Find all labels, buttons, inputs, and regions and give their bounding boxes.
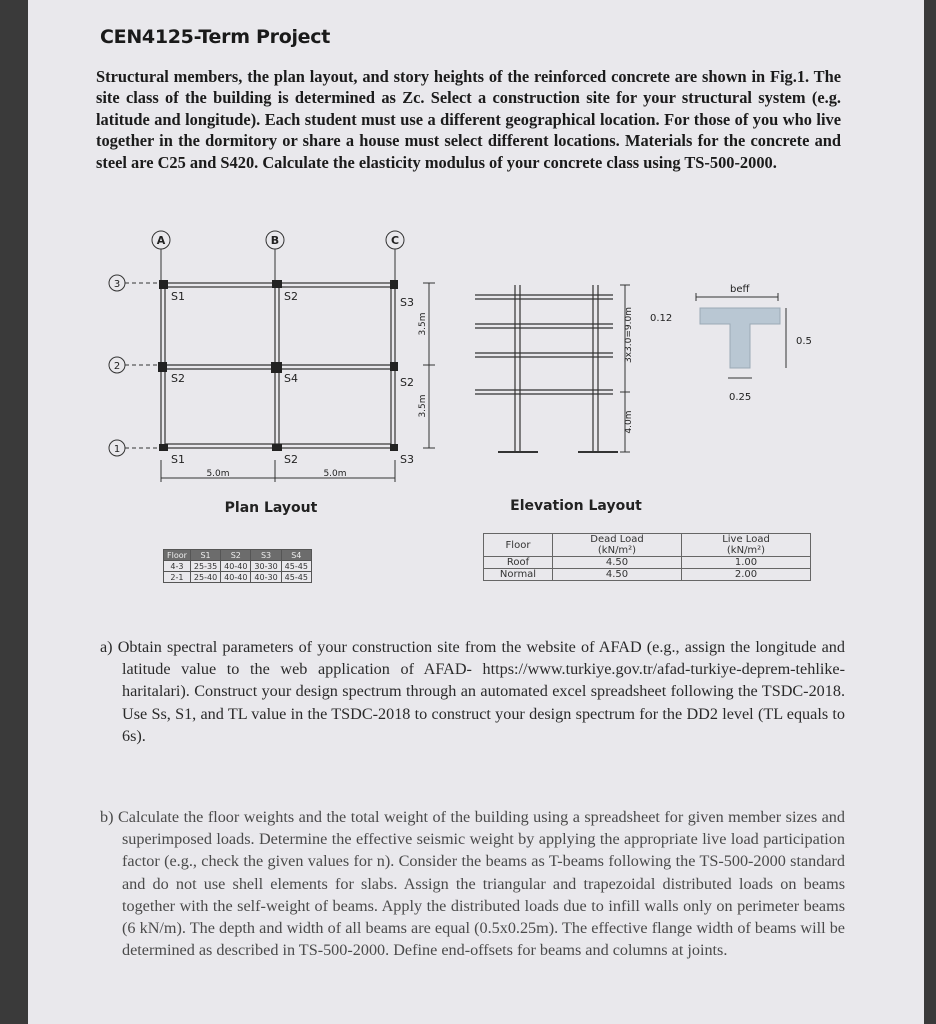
axis-label-2: 2 — [113, 361, 121, 372]
table-header-cell: S4 — [281, 550, 311, 561]
column-label: S2 — [171, 372, 185, 385]
table-header-cell: Live Load — [682, 534, 811, 546]
table-header-cell: Floor — [164, 550, 191, 561]
table-cell: 4.50 — [553, 569, 682, 581]
column-label: S1 — [171, 453, 185, 466]
tbeam-section — [650, 284, 812, 403]
question-a — [100, 636, 845, 747]
table-cell: 25-40 — [190, 572, 220, 583]
elevation-lower-dimension: 4.0m — [624, 410, 634, 434]
table-header-cell: S3 — [251, 550, 281, 561]
plan-caption: Plan Layout — [224, 500, 318, 516]
table-cell: 45-45 — [281, 561, 311, 572]
axis-label-b: B — [270, 234, 280, 247]
table-cell: 1.00 — [682, 557, 811, 569]
table-cell: Roof — [484, 557, 553, 569]
table-row — [164, 572, 312, 583]
elevation-upper-dimension: 3x3.0=9.0m — [624, 307, 634, 363]
document-page — [28, 0, 924, 1024]
span-label-y2: 3.5m — [418, 394, 428, 418]
table-cell: Normal — [484, 569, 553, 581]
table-header-cell: S1 — [190, 550, 220, 561]
axis-label-3: 3 — [113, 279, 121, 290]
plan-dimension-lines — [161, 283, 435, 482]
table-cell: 2-1 — [164, 572, 191, 583]
table-header-cell: (kN/m²) — [553, 545, 682, 557]
table-cell: 40-40 — [221, 572, 251, 583]
plan-layout-drawing — [109, 231, 435, 482]
elevation-drawing — [475, 285, 630, 452]
axis-label-a: A — [156, 234, 166, 247]
table-cell: 45-45 — [281, 572, 311, 583]
table-cell: 2.00 — [682, 569, 811, 581]
span-label-y1: 3.5m — [418, 312, 428, 336]
table-header-cell: S2 — [221, 550, 251, 561]
column-label: S1 — [171, 290, 185, 303]
figure-1 — [28, 220, 924, 530]
document-title: CEN4125-Term Project — [100, 26, 330, 48]
column-label: S2 — [400, 376, 414, 389]
axis-label-1: 1 — [113, 444, 121, 455]
table-header-cell: Dead Load — [553, 534, 682, 546]
table-cell: 40-30 — [251, 572, 281, 583]
table-header-cell: Floor — [484, 534, 553, 557]
table-cell: 40-40 — [221, 561, 251, 572]
elevation-labels — [510, 307, 642, 514]
tbeam-beff-label: beff — [730, 284, 750, 295]
table-row — [484, 557, 811, 569]
column-label: S2 — [284, 453, 298, 466]
table-header-row — [484, 534, 811, 546]
intro-paragraph: Structural members, the plan layout, and story heights of the reinforced concrete are shown in Fig.1. The site class of the building is determined as Zc. Select a construction site for your structural system (e.g. latitude and longitude). Each student must use a different geographical location. For those of you who live together in the dormitory or share a house must select different locations. Materials for the concrete and steel are C25 and S420. Calculate the elasticity modulus of your concrete class using TS-500-2000. — [96, 67, 841, 172]
column-label: S3 — [400, 296, 414, 309]
axis-label-c: C — [390, 234, 400, 247]
question-b-text: b) Calculate the floor weights and the total weight of the building using a spreadsheet for given member sizes and superimposed loads. Determine the effective seismic weight by applying the appropriate live load participation factor (e.g., check the given values for n). Consider the beams as T-beams following the TS-500-2000 standard and do not use shell elements for slabs. Assign the triangular and trapezoidal distributed loads on beams together with the self-weight of beams. Apply the distributed loads due to infill walls only on perimeter beams (6 kN/m). The depth and width of all beams are equal (0.5x0.25m). The effective flange width of beams will be determined as described in TS-500-2000. Define end-offsets for beams and columns at joints. — [100, 808, 845, 960]
table-cell: 4.50 — [553, 557, 682, 569]
tbeam-flange-label: 0.12 — [650, 313, 673, 324]
table-cell: 30-30 — [251, 561, 281, 572]
elevation-caption: Elevation Layout — [510, 498, 642, 514]
tbeam-web-label: 0.25 — [729, 392, 752, 403]
table-header-cell: (kN/m²) — [682, 545, 811, 557]
table-header-row — [164, 550, 312, 561]
column-label: S3 — [400, 453, 414, 466]
tbeam-depth-label: 0.5 — [796, 336, 812, 347]
column-section-table — [163, 549, 312, 583]
table-cell: 4-3 — [164, 561, 191, 572]
grid-axis-bubbles — [109, 231, 404, 456]
table-row — [164, 561, 312, 572]
span-label-x1: 5.0m — [206, 469, 230, 479]
question-a-text: a) Obtain spectral parameters of your construction site from the website of AFAD (e.g., assign the longitude and latitude value to the web application of AFAD- https://www.turkiye.gov.tr/afad-turkiye-deprem-tehlike-haritalari). Construct your design spectrum through an automated excel spreadsheet following the TSDC-2018. Use Ss, S1, and TL value in the TSDC-2018 to construct your design spectrum for the DD2 level (TL equals to 6s). — [100, 638, 845, 745]
table-row — [484, 569, 811, 581]
table-cell: 25-35 — [190, 561, 220, 572]
column-label: S4 — [284, 372, 298, 385]
column-label: S2 — [284, 290, 298, 303]
question-b — [100, 806, 845, 961]
span-label-x2: 5.0m — [323, 469, 347, 479]
load-table — [483, 533, 811, 581]
